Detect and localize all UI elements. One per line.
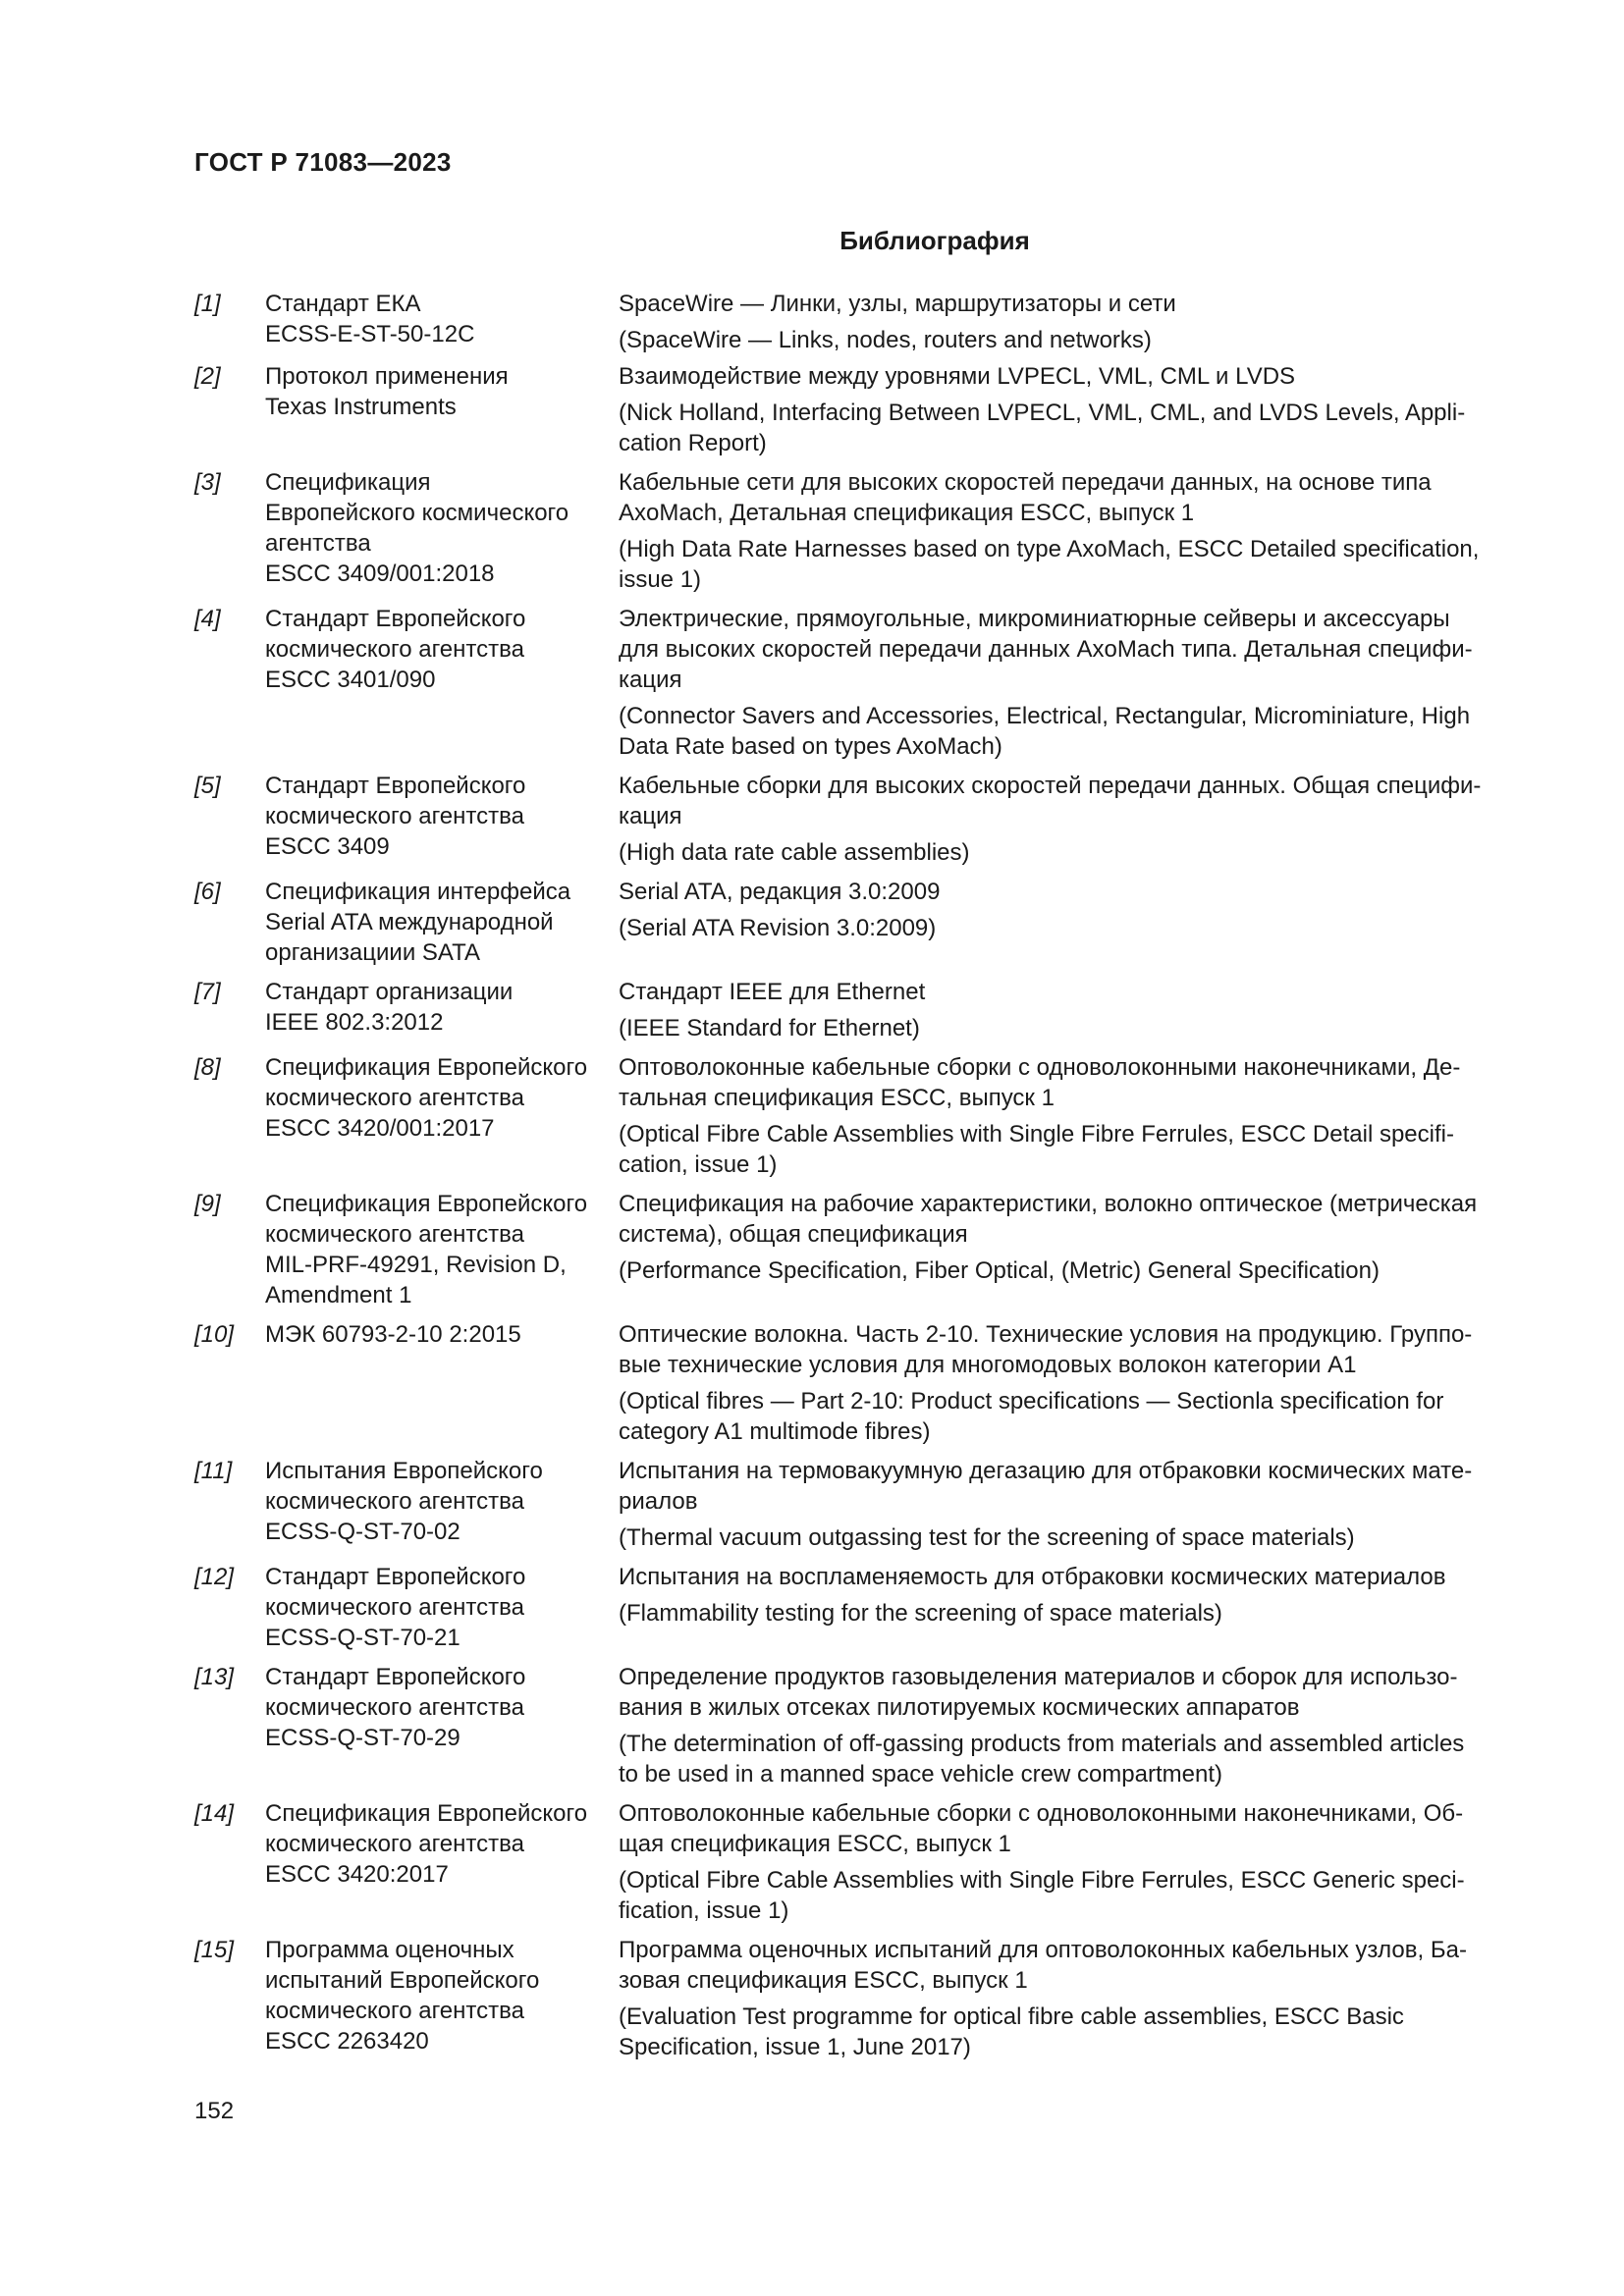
bib-entry-source: Испытания Европейского космического агентства ECSS-Q-ST-70-02 xyxy=(265,1458,543,1545)
bib-entry-title-en: (SpaceWire — Links, nodes, routers and networks) xyxy=(619,327,1152,353)
bib-entry-title xyxy=(619,771,1522,868)
bib-entry-title xyxy=(619,1319,1522,1447)
bib-entry-title-en: (Connector Savers and Accessories, Electrical, Rectangular, Microminiature, High Data Rate based on types AxoMach) xyxy=(619,703,1471,760)
bib-entry-source: Стандарт ЕКА ECSS-E-ST-50-12C xyxy=(265,291,475,347)
bib-entry xyxy=(194,1189,1530,1310)
bib-entry-title-ru: Взаимодействие между уровнями LVPECL, VML, CML и LVDS xyxy=(619,363,1296,390)
bib-entry-title-en: (Serial ATA Revision 3.0:2009) xyxy=(619,915,937,941)
bib-entry-title-ru: Оптоволоконные кабельные сборки с одноволоконными наконечниками, Де- тальная спецификация ESCC, выпуск 1 xyxy=(619,1054,1461,1111)
bib-entry-number: [15] xyxy=(194,1937,235,1963)
bib-entry xyxy=(194,1798,1530,1926)
bib-entry-title-ru: Спецификация на рабочие характеристики, волокно оптическое (метрическая система), общая спецификация xyxy=(619,1191,1478,1248)
bib-entry-source: Программа оценочных испытаний Европейского космического агентства ESCC 2263420 xyxy=(265,1937,540,2055)
bib-entry-title xyxy=(619,1189,1522,1286)
bib-entry-source: Стандарт Европейского космического агентства ECSS-Q-ST-70-29 xyxy=(265,1664,526,1751)
bib-entry-title-en: (Thermal vacuum outgassing test for the screening of space materials) xyxy=(619,1524,1355,1551)
bib-entry-source: МЭК 60793-2-10 2:2015 xyxy=(265,1321,521,1348)
bib-entry-title-ru: Испытания на термовакуумную дегазацию для отбраковки космических мате- риалов xyxy=(619,1458,1473,1515)
bib-entry xyxy=(194,771,1530,868)
bib-entry-title-ru: Serial ATA, редакция 3.0:2009 xyxy=(619,879,941,905)
bib-entry-title xyxy=(619,977,1522,1043)
bib-entry-title-en: (IEEE Standard for Ethernet) xyxy=(619,1015,920,1041)
bib-entry-title-ru: Программа оценочных испытаний для оптоволоконных кабельных узлов, Ба- зовая спецификация ESCC, выпуск 1 xyxy=(619,1937,1467,1994)
bib-entry xyxy=(194,1052,1530,1180)
bib-entry-title xyxy=(619,1456,1522,1553)
bib-entry-source: Спецификация интерфейса Serial ATA международной организациии SATA xyxy=(265,879,571,966)
bib-entry-source: Спецификация Европейского космического агентства ESCC 3420/001:2017 xyxy=(265,1054,588,1142)
bib-entry-title-en: (Optical fibres — Part 2-10: Product specifications — Sectionla specification for category A1 multimode fibres) xyxy=(619,1388,1444,1445)
bib-entry-title-ru: Оптические волокна. Часть 2-10. Технические условия на продукцию. Группо- вые технические условия для многомодовых волокон категории A1 xyxy=(619,1321,1473,1378)
bib-entry-title-ru: Стандарт IEEE для Ethernet xyxy=(619,979,926,1005)
page-number: 152 xyxy=(194,2098,235,2124)
bib-entry-title-en: (Evaluation Test programme for optical fibre cable assemblies, ESCC Basic Specification, issue 1, June 2017) xyxy=(619,2003,1404,2060)
bib-entry-title-en: (The determination of off-gassing products from materials and assembled articles to be used in a manned space vehicle crew compartment) xyxy=(619,1731,1465,1788)
bib-entry-source: Стандарт Европейского космического агентства ECSS-Q-ST-70-21 xyxy=(265,1564,526,1651)
bib-entry-number: [2] xyxy=(194,363,221,390)
bib-entry-source: Стандарт Европейского космического агентства ESCC 3401/090 xyxy=(265,606,526,693)
bib-entry-title-ru: Испытания на воспламеняемость для отбраковки космических материалов xyxy=(619,1564,1446,1590)
bib-entry-source: Спецификация Европейского космического агентства MIL-PRF-49291, Revision D, Amendment 1 xyxy=(265,1191,588,1308)
section-title: Библиография xyxy=(839,226,1030,255)
bib-entry-title-ru: Оптоволоконные кабельные сборки с одноволоконными наконечниками, Об- щая спецификация ESCC, выпуск 1 xyxy=(619,1800,1464,1857)
bib-entry-source: Стандарт организации IEEE 802.3:2012 xyxy=(265,979,514,1036)
bib-entry-title-ru: Кабельные сети для высоких скоростей передачи данных, на основе типа AxoMach, Детальная спецификация ESCC, выпуск 1 xyxy=(619,469,1432,526)
bib-entry-number: [13] xyxy=(194,1664,235,1690)
bib-entry xyxy=(194,361,1530,458)
bib-entry-source: Стандарт Европейского космического агентства ESCC 3409 xyxy=(265,773,526,860)
bib-entry-title xyxy=(619,1662,1522,1789)
bib-entry-number: [8] xyxy=(194,1054,221,1081)
bib-entry xyxy=(194,1456,1530,1553)
bib-entry-title xyxy=(619,604,1522,762)
bib-entry-number: [6] xyxy=(194,879,221,905)
document-id: ГОСТ Р 71083—2023 xyxy=(194,147,452,177)
bib-entry-title xyxy=(619,1798,1522,1926)
bib-entry xyxy=(194,289,1530,355)
bib-entry-title-en: (Optical Fibre Cable Assemblies with Single Fibre Ferrules, ESCC Detail specifi- cation, issue 1) xyxy=(619,1121,1454,1178)
bib-entry-number: [3] xyxy=(194,469,221,496)
bib-entry-title xyxy=(619,1935,1522,2062)
bib-entry xyxy=(194,467,1530,595)
bib-entry-title-ru: Определение продуктов газовыделения материалов и сборок для использо- вания в жилых отсеках пилотируемых космических аппаратов xyxy=(619,1664,1458,1721)
bib-entry xyxy=(194,1562,1530,1653)
bib-entry-title xyxy=(619,467,1522,595)
bib-entry-source: Спецификация Европейского космического агентства ESCC 3409/001:2018 xyxy=(265,469,569,587)
bib-entry-title-en: (Flammability testing for the screening of space materials) xyxy=(619,1600,1222,1627)
bib-entry-title xyxy=(619,877,1522,943)
bib-entry-title xyxy=(619,1562,1522,1629)
bib-entry xyxy=(194,1935,1530,2062)
bib-entry-number: [11] xyxy=(194,1458,233,1484)
bib-entry-source: Спецификация Европейского космического агентства ESCC 3420:2017 xyxy=(265,1800,588,1888)
bib-entry-title-ru: Электрические, прямоугольные, микроминиатюрные сейверы и аксессуары для высоких скоростей передачи данных AxoMach типа. Детальная специфи- кация xyxy=(619,606,1473,693)
bib-entry-title xyxy=(619,289,1522,355)
bib-entry-title-ru: SpaceWire — Линки, узлы, маршрутизаторы и сети xyxy=(619,291,1176,317)
bib-entry-number: [10] xyxy=(194,1321,235,1348)
bib-entry-source: Протокол применения Texas Instruments xyxy=(265,363,509,420)
bib-entry xyxy=(194,604,1530,762)
bib-entry-title-en: (High data rate cable assemblies) xyxy=(619,839,970,866)
bib-entry-title-en: (Optical Fibre Cable Assemblies with Single Fibre Ferrules, ESCC Generic speci- fication, issue 1) xyxy=(619,1867,1465,1924)
bib-entry-number: [4] xyxy=(194,606,221,632)
bib-entry-number: [9] xyxy=(194,1191,221,1217)
bib-entry-number: [1] xyxy=(194,291,221,317)
bib-entry xyxy=(194,877,1530,968)
bib-entry-title xyxy=(619,361,1522,458)
bib-entry-number: [7] xyxy=(194,979,221,1005)
bib-entry-title xyxy=(619,1052,1522,1180)
bib-entry-title-ru: Кабельные сборки для высоких скоростей передачи данных. Общая специфи- кация xyxy=(619,773,1482,829)
bib-entry-number: [5] xyxy=(194,773,221,799)
bib-entry-title-en: (High Data Rate Harnesses based on type AxoMach, ESCC Detailed specification, issue 1) xyxy=(619,536,1480,593)
bib-entry-title-en: (Nick Holland, Interfacing Between LVPECL, VML, CML, and LVDS Levels, Appli- cation Report) xyxy=(619,400,1466,456)
bib-entry xyxy=(194,1662,1530,1789)
bib-entry-number: [12] xyxy=(194,1564,235,1590)
bib-entry xyxy=(194,977,1530,1043)
bibliography-list xyxy=(194,289,1530,2062)
bib-entry-number: [14] xyxy=(194,1800,235,1827)
bib-entry xyxy=(194,1319,1530,1447)
bib-entry-title-en: (Performance Specification, Fiber Optical, (Metric) General Specification) xyxy=(619,1257,1380,1284)
